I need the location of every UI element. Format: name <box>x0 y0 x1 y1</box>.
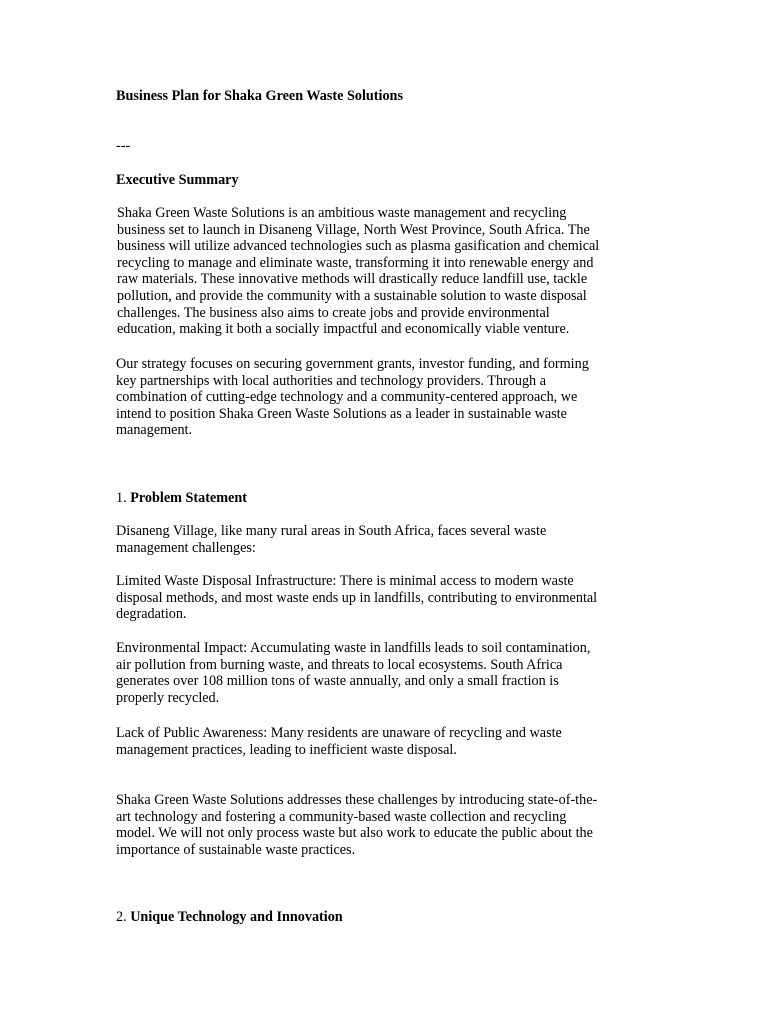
paragraph-line: business will utilize advanced technologies such as plasma gasification and chemical <box>117 238 600 255</box>
paragraph-line: management challenges: <box>116 539 256 556</box>
paragraph-line: business set to launch in Disaneng Village, North West Province, South Africa. The <box>117 221 590 238</box>
paragraph-line: Our strategy focuses on securing government grants, investor funding, and forming <box>116 356 589 372</box>
paragraph-line: raw materials. These innovative methods will drastically reduce landfill use, tackle <box>117 271 588 288</box>
paragraph-line: education, making it both a socially impactful and economically viable venture. <box>117 321 570 338</box>
paragraph-line: generates over 108 million tons of waste annually, and only a small fraction is <box>116 673 559 690</box>
paragraph-line: pollution, and provide the community with a sustainable solution to waste disposal <box>117 287 587 304</box>
problem-statement-closing <box>116 792 646 858</box>
paragraph-line: degradation. <box>116 606 187 623</box>
paragraph-line: model. We will not only process waste but also work to educate the public about the <box>116 825 593 842</box>
problem-item-infrastructure <box>116 573 646 623</box>
executive-summary-heading: Executive Summary <box>116 172 239 188</box>
paragraph-line: properly recycled. <box>116 689 220 706</box>
paragraph-line: Shaka Green Waste Solutions is an ambitious waste management and recycling <box>117 205 567 221</box>
paragraph-line: air pollution from burning waste, and threats to local ecosystems. South Africa <box>116 656 563 673</box>
paragraph-line: combination of cutting-edge technology and a community-centered approach, we <box>116 389 578 406</box>
paragraph-line: key partnerships with local authorities and technology providers. Through a <box>116 372 546 389</box>
paragraph-line: recycling to manage and eliminate waste, transforming it into renewable energy and <box>117 254 594 271</box>
problem-item-public-awareness <box>116 725 646 758</box>
paragraph-line: art technology and fostering a community-based waste collection and recycling <box>116 808 567 825</box>
paragraph-line: management practices, leading to inefficient waste disposal. <box>116 741 457 758</box>
section-number: 1. <box>116 490 127 506</box>
paragraph-line: challenges. The business also aims to create jobs and provide environmental <box>117 304 550 321</box>
problem-statement-intro <box>116 523 646 556</box>
document-title: Business Plan for Shaka Green Waste Solutions <box>116 88 403 104</box>
paragraph-line: Disaneng Village, like many rural areas in South Africa, faces several waste <box>116 523 547 539</box>
section-title: Unique Technology and Innovation <box>130 909 343 925</box>
section-title: Problem Statement <box>130 490 247 506</box>
paragraph-line: Shaka Green Waste Solutions addresses these challenges by introducing state-of-the- <box>116 792 598 808</box>
paragraph-line: Lack of Public Awareness: Many residents are unaware of recycling and waste <box>116 725 562 741</box>
paragraph-line: disposal methods, and most waste ends up in landfills, contributing to environmental <box>116 589 598 606</box>
paragraph-line: management. <box>116 422 193 439</box>
paragraph-line: importance of sustainable waste practices. <box>116 841 356 858</box>
paragraph-line: Limited Waste Disposal Infrastructure: There is minimal access to modern waste <box>116 573 574 589</box>
executive-summary-paragraph-1 <box>117 205 647 338</box>
separator: --- <box>116 138 131 154</box>
executive-summary-paragraph-2 <box>116 356 646 439</box>
unique-technology-heading <box>116 909 646 926</box>
paragraph-line: Environmental Impact: Accumulating waste in landfills leads to soil contamination, <box>116 640 591 656</box>
section-number: 2. <box>116 909 127 925</box>
problem-item-environmental-impact <box>116 640 646 706</box>
problem-statement-heading <box>116 490 646 507</box>
paragraph-line: intend to position Shaka Green Waste Solutions as a leader in sustainable waste <box>116 405 567 422</box>
